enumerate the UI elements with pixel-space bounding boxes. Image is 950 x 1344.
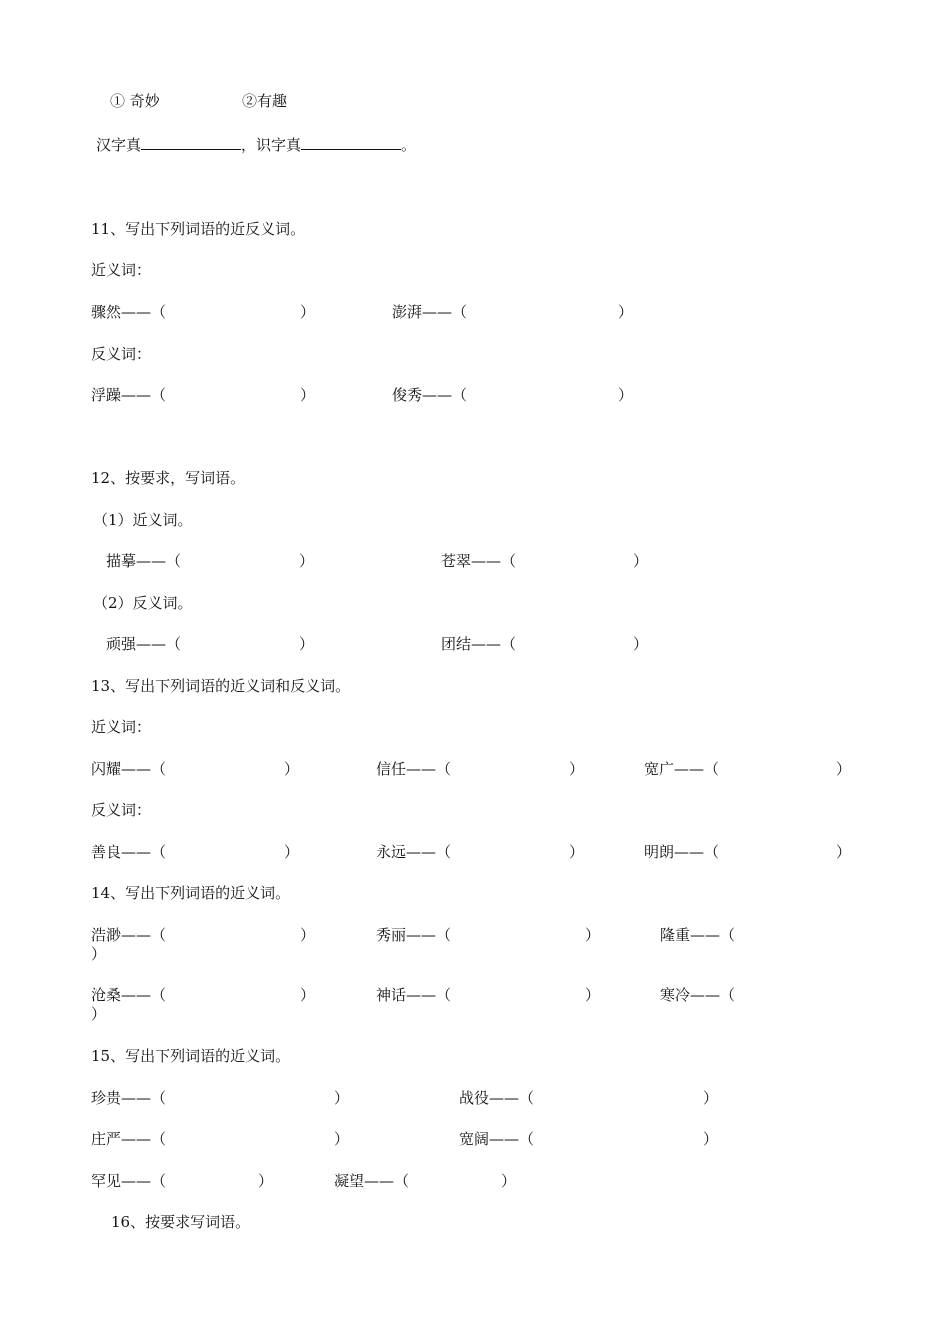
- word-item: 信任——（: [376, 760, 452, 778]
- word-item: 苍翠——（: [441, 552, 517, 570]
- fill-part-1: 汉字真: [96, 136, 142, 154]
- close-paren: ）: [284, 760, 300, 778]
- close-paren: ）: [300, 926, 316, 944]
- word-item: 神话——（: [376, 986, 452, 1004]
- antonym-label: 反义词：: [91, 345, 152, 363]
- question-14-title: 14、写出下列词语的近义词。: [91, 884, 291, 902]
- word-item: 明朗——（: [644, 843, 720, 861]
- close-paren: ）: [300, 386, 316, 404]
- close-paren: ）: [300, 303, 316, 321]
- word-item: 团结——（: [441, 635, 517, 653]
- word-item: 宽广——（: [644, 760, 720, 778]
- close-paren: ）: [703, 1089, 719, 1107]
- answer-blank[interactable]: [141, 136, 241, 150]
- close-paren: ）: [299, 552, 315, 570]
- fill-sentence: [96, 136, 416, 154]
- word-item: 隆重——（: [660, 926, 736, 944]
- close-paren: ）: [836, 843, 852, 861]
- word-item: 闪耀——（: [91, 760, 167, 778]
- close-paren: ）: [633, 552, 649, 570]
- word-item: 善良——（: [91, 843, 167, 861]
- word-item: 浩渺——（: [91, 926, 167, 944]
- word-item: 俊秀——（: [392, 386, 468, 404]
- word-item: 宽阔——（: [459, 1130, 535, 1148]
- close-paren: ）: [284, 843, 300, 861]
- synonym-label: 近义词：: [91, 718, 152, 736]
- word-item: 骤然——（: [91, 303, 167, 321]
- sub-question-1: （1）近义词。: [93, 511, 193, 529]
- word-item: 秀丽——（: [376, 926, 452, 944]
- question-12-title: 12、按要求，写词语。: [91, 469, 246, 487]
- question-16-title: 16、按要求写词语。: [111, 1213, 251, 1231]
- word-item: 沧桑——（: [91, 986, 167, 1004]
- word-item: 顽强——（: [106, 635, 182, 653]
- close-paren: ）: [334, 1089, 350, 1107]
- synonym-label: 近义词：: [91, 261, 152, 279]
- close-paren: ）: [633, 635, 649, 653]
- close-paren: ）: [258, 1172, 274, 1190]
- close-paren: ）: [501, 1172, 517, 1190]
- word-item: 永远——（: [376, 843, 452, 861]
- question-15-title: 15、写出下列词语的近义词。: [91, 1047, 291, 1065]
- question-13-title: 13、写出下列词语的近义词和反义词。: [91, 677, 351, 695]
- close-paren: ）: [836, 760, 852, 778]
- antonym-label: 反义词：: [91, 801, 152, 819]
- word-item: 罕见——（: [91, 1172, 167, 1190]
- option-2: ②有趣: [242, 92, 288, 110]
- word-item: 浮躁——（: [91, 386, 167, 404]
- close-paren: ）: [585, 986, 601, 1004]
- close-paren: ）: [703, 1130, 719, 1148]
- word-item: 战役——（: [459, 1089, 535, 1107]
- word-item: 凝望——（: [334, 1172, 410, 1190]
- word-item: 澎湃——（: [392, 303, 468, 321]
- word-item: 描摹——（: [106, 552, 182, 570]
- close-paren: ）: [618, 386, 634, 404]
- close-paren: ）: [569, 760, 585, 778]
- close-paren: ）: [91, 1005, 107, 1023]
- question-11-title: 11、写出下列词语的近反义词。: [91, 220, 306, 238]
- close-paren: ）: [299, 635, 315, 653]
- word-item: 寒冷——（: [660, 986, 736, 1004]
- option-1: ① 奇妙: [110, 92, 160, 110]
- close-paren: ）: [334, 1130, 350, 1148]
- close-paren: ）: [91, 945, 107, 963]
- close-paren: ）: [300, 986, 316, 1004]
- fill-part-3: 。: [401, 136, 417, 154]
- answer-blank[interactable]: [301, 136, 401, 150]
- word-item: 珍贵——（: [91, 1089, 167, 1107]
- fill-part-2: ，识字真: [241, 136, 302, 154]
- close-paren: ）: [585, 926, 601, 944]
- close-paren: ）: [618, 303, 634, 321]
- word-item: 庄严——（: [91, 1130, 167, 1148]
- sub-question-2: （2）反义词。: [93, 594, 193, 612]
- close-paren: ）: [569, 843, 585, 861]
